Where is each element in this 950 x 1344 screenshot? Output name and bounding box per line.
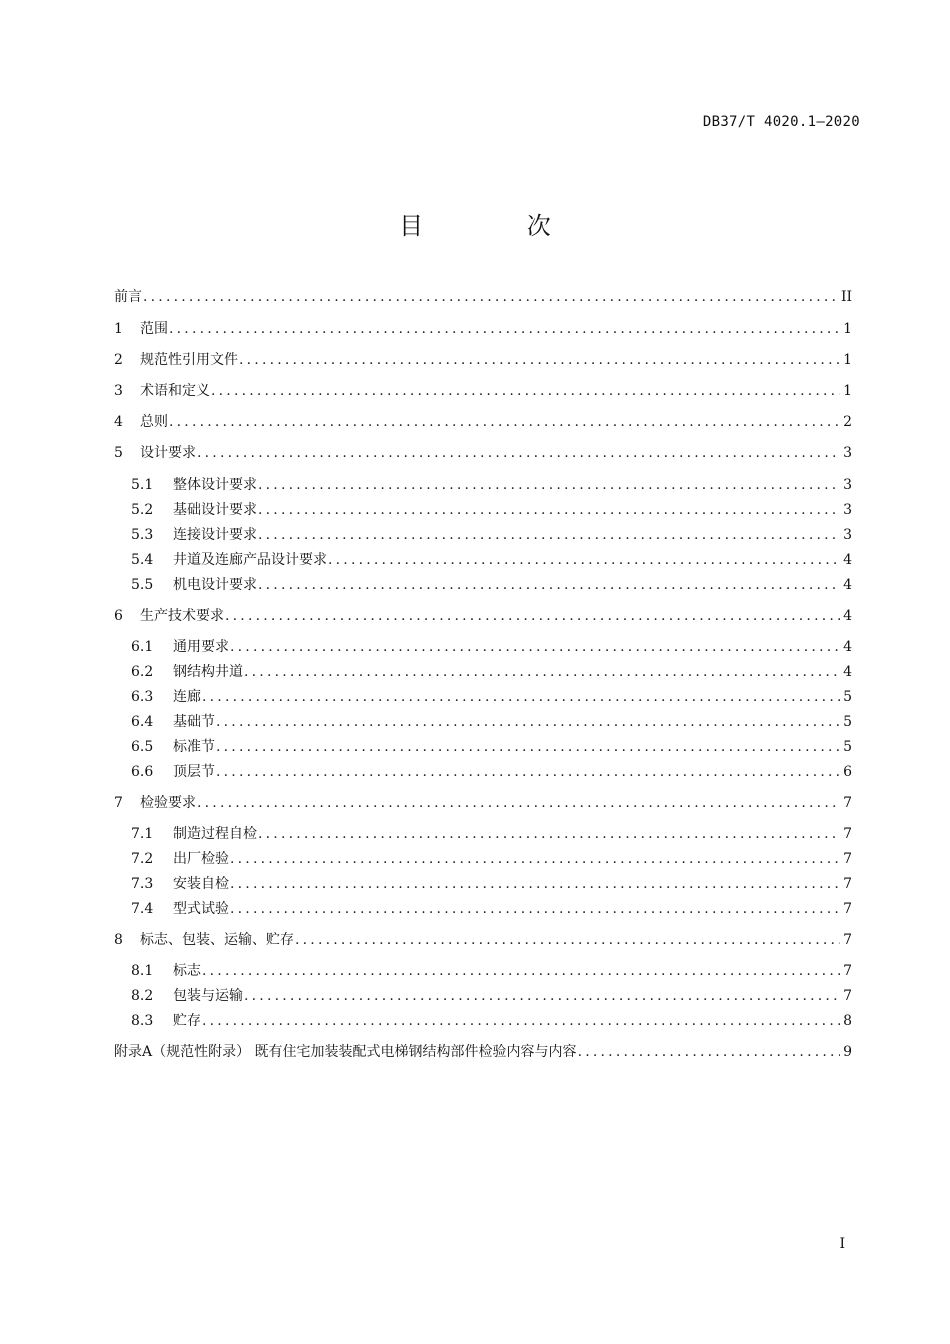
toc-entry-number: 6.1 xyxy=(131,639,154,655)
toc-entry-page: 7 xyxy=(843,826,852,842)
toc-leader-dots xyxy=(230,898,840,920)
toc-leader-dots xyxy=(244,985,840,1007)
toc-entry-number: 8.2 xyxy=(131,988,154,1004)
toc-entry-number: 4 xyxy=(114,414,123,430)
toc-entry-page: 4 xyxy=(843,608,852,624)
toc-leader-dots xyxy=(239,349,840,371)
toc-entry-title: 通用要求 xyxy=(173,639,229,655)
toc-leader-dots xyxy=(169,411,840,433)
toc-entry-page: 4 xyxy=(843,664,852,680)
toc-entry-page: 3 xyxy=(843,527,852,543)
toc-entry-page: 4 xyxy=(843,639,852,655)
toc-entry-title: 检验要求 xyxy=(140,795,196,811)
toc-leader-dots xyxy=(258,524,840,546)
toc-entry-page: 2 xyxy=(843,414,852,430)
toc-entry-number: 8.1 xyxy=(131,963,154,979)
toc-entry[interactable] xyxy=(131,499,852,521)
toc-entry[interactable] xyxy=(131,848,852,870)
toc-entry-title: 顶层节 xyxy=(173,764,215,780)
toc-entry[interactable] xyxy=(131,574,852,596)
toc-entry[interactable] xyxy=(114,792,852,814)
toc-entry-title: 规范性引用文件 xyxy=(140,352,238,368)
toc-entry[interactable] xyxy=(131,960,852,982)
toc-leader-dots xyxy=(230,873,840,895)
toc-entry[interactable] xyxy=(131,549,852,571)
toc-leader-dots xyxy=(197,442,840,464)
toc-entry-page: 1 xyxy=(843,321,852,337)
toc-entry-title: 前言 xyxy=(114,289,142,305)
toc-entry-title: 基础节 xyxy=(173,714,215,730)
toc-leader-dots xyxy=(169,318,840,340)
toc-entry[interactable] xyxy=(131,985,852,1007)
toc-entry-number: 6 xyxy=(114,608,123,624)
toc-entry-title: 标准节 xyxy=(173,739,215,755)
toc-entry-number: 1 xyxy=(114,321,123,337)
toc-entry-page: 4 xyxy=(843,577,852,593)
toc-entry-page: 7 xyxy=(843,932,852,948)
toc-entry-title: 安装自检 xyxy=(173,876,229,892)
toc-entry[interactable] xyxy=(114,380,852,402)
toc-entry[interactable] xyxy=(131,873,852,895)
toc-entry-title: 出厂检验 xyxy=(173,851,229,867)
toc-entry[interactable] xyxy=(131,524,852,546)
toc-leader-dots xyxy=(244,661,840,683)
toc-entry-number: 3 xyxy=(114,383,123,399)
toc-entry-page: 1 xyxy=(843,383,852,399)
toc-entry-number: 6.4 xyxy=(131,714,154,730)
toc-leader-dots xyxy=(258,823,840,845)
toc-entry-page: 3 xyxy=(843,445,852,461)
toc-leader-dots xyxy=(295,929,840,951)
toc-entry-number: 6.6 xyxy=(131,764,154,780)
toc-entry-title: 术语和定义 xyxy=(140,383,210,399)
toc-entry[interactable] xyxy=(114,349,852,371)
toc-entry-page: 9 xyxy=(843,1044,852,1060)
toc-entry-title: 制造过程自检 xyxy=(173,826,257,842)
toc-entry[interactable] xyxy=(114,1041,852,1063)
toc-entry[interactable] xyxy=(131,711,852,733)
toc-entry-title: 标志 xyxy=(173,963,201,979)
toc-entry-title: 型式试验 xyxy=(173,901,229,917)
toc-entry-title: 设计要求 xyxy=(140,445,196,461)
toc-entry-page: 8 xyxy=(843,1013,852,1029)
toc-leader-dots xyxy=(143,286,839,308)
toc-entry-number: 5.4 xyxy=(131,552,154,568)
toc-leader-dots xyxy=(202,1010,840,1032)
toc-entry-title: 范围 xyxy=(140,321,168,337)
toc-leader-dots xyxy=(230,848,840,870)
toc-entry-number: 8.3 xyxy=(131,1013,154,1029)
toc-entry-number: 5.5 xyxy=(131,577,154,593)
toc-entry-title: 连廊 xyxy=(173,689,201,705)
toc-entry-number: 7.4 xyxy=(131,901,154,917)
toc-entry-title: 贮存 xyxy=(173,1013,201,1029)
toc-leader-dots xyxy=(225,605,840,627)
toc-entry-title: 标志、包装、运输、贮存 xyxy=(140,932,294,948)
toc-entry-number: 2 xyxy=(114,352,123,368)
toc-entry[interactable] xyxy=(131,898,852,920)
toc-leader-dots xyxy=(578,1041,840,1063)
toc-entry-title: 附录A（规范性附录） 既有住宅加装装配式电梯钢结构部件检验内容与内容 xyxy=(114,1044,577,1060)
toc-entry-number: 8 xyxy=(114,932,123,948)
toc-leader-dots xyxy=(211,380,840,402)
toc-entry-page: 5 xyxy=(843,689,852,705)
toc-entry[interactable] xyxy=(114,411,852,433)
toc-leader-dots xyxy=(202,686,840,708)
toc-entry[interactable] xyxy=(131,1010,852,1032)
toc-entry-page: 7 xyxy=(843,795,852,811)
toc-entry-number: 6.5 xyxy=(131,739,154,755)
toc-entry-number: 7.3 xyxy=(131,876,154,892)
toc-entry[interactable] xyxy=(131,823,852,845)
toc-entry-number: 6.2 xyxy=(131,664,154,680)
toc-entry[interactable] xyxy=(114,318,852,340)
toc-leader-dots xyxy=(258,499,840,521)
toc-entry[interactable] xyxy=(131,636,852,658)
toc-entry-page: 6 xyxy=(843,764,852,780)
toc-leader-dots xyxy=(197,792,840,814)
toc-leader-dots xyxy=(258,474,840,496)
toc-entry[interactable] xyxy=(114,605,852,627)
toc-entry-title: 连接设计要求 xyxy=(173,527,257,543)
toc-entry-page: 4 xyxy=(843,552,852,568)
toc-leader-dots xyxy=(258,574,840,596)
toc-entry[interactable] xyxy=(131,736,852,758)
toc-entry[interactable] xyxy=(131,661,852,683)
toc-leader-dots xyxy=(202,960,840,982)
toc-entry-number: 5.1 xyxy=(131,477,154,493)
toc-entry-title: 机电设计要求 xyxy=(173,577,257,593)
toc-entry-number: 5 xyxy=(114,445,123,461)
page-number: I xyxy=(839,1236,845,1252)
toc-entry-number: 5.2 xyxy=(131,502,154,518)
toc-entry-title: 钢结构井道 xyxy=(173,664,243,680)
toc-entry-number: 5.3 xyxy=(131,527,154,543)
toc-entry-page: II xyxy=(840,289,852,305)
toc-entry[interactable] xyxy=(114,929,852,951)
toc-leader-dots xyxy=(328,549,840,571)
document-code: DB37/T 4020.1—2020 xyxy=(702,114,860,130)
toc-entry[interactable] xyxy=(131,686,852,708)
toc-entry-page: 7 xyxy=(843,851,852,867)
toc-entry-number: 6.3 xyxy=(131,689,154,705)
toc-entry-page: 3 xyxy=(843,477,852,493)
toc-entry-page: 5 xyxy=(843,714,852,730)
toc-entry-page: 5 xyxy=(843,739,852,755)
toc-entry[interactable] xyxy=(131,761,852,783)
toc-entry[interactable] xyxy=(114,286,852,308)
toc-entry-number: 7.2 xyxy=(131,851,154,867)
toc-entry[interactable] xyxy=(114,442,852,464)
toc-leader-dots xyxy=(230,636,840,658)
toc-leader-dots xyxy=(216,711,840,733)
toc-entry[interactable] xyxy=(131,474,852,496)
toc-entry-page: 7 xyxy=(843,876,852,892)
toc-entry-page: 7 xyxy=(843,901,852,917)
toc-leader-dots xyxy=(216,736,840,758)
page-title: 目 次 xyxy=(399,212,599,240)
toc-entry-title: 包装与运输 xyxy=(173,988,243,1004)
toc-entry-title: 整体设计要求 xyxy=(173,477,257,493)
toc-entry-number: 7 xyxy=(114,795,123,811)
toc-entry-title: 生产技术要求 xyxy=(140,608,224,624)
toc-entry-page: 1 xyxy=(843,352,852,368)
toc-entry-page: 3 xyxy=(843,502,852,518)
toc-entry-title: 井道及连廊产品设计要求 xyxy=(173,552,327,568)
toc-entry-title: 总则 xyxy=(140,414,168,430)
toc-entry-title: 基础设计要求 xyxy=(173,502,257,518)
toc-entry-number: 7.1 xyxy=(131,826,154,842)
toc-entry-page: 7 xyxy=(843,988,852,1004)
toc-entry-page: 7 xyxy=(843,963,852,979)
toc-leader-dots xyxy=(216,761,840,783)
